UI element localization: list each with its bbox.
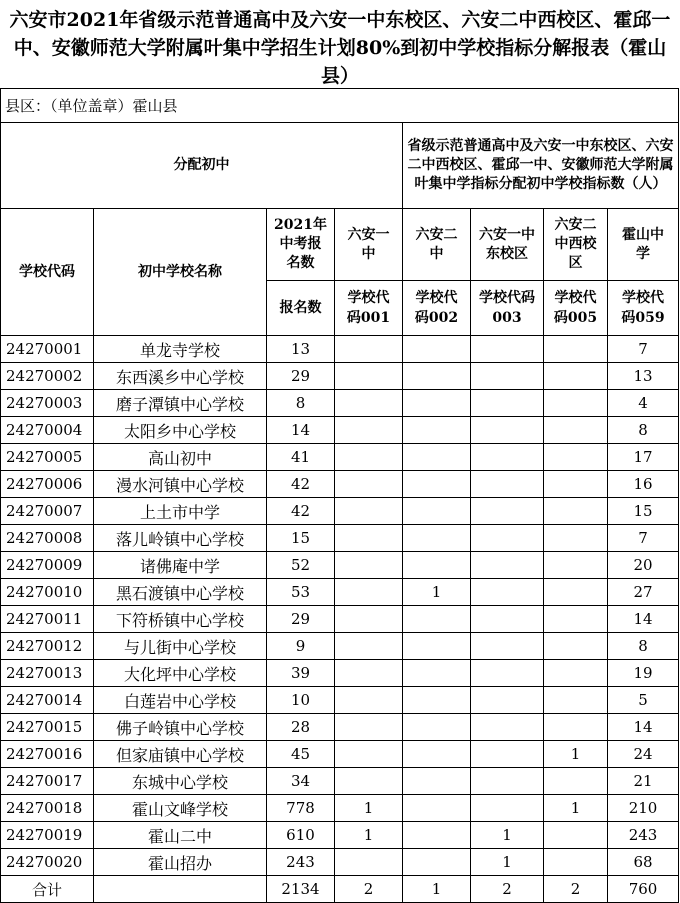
school-code-cell: 24270013 (1, 660, 94, 687)
quota-001-cell (335, 741, 403, 768)
exam-count-cell: 778 (267, 795, 335, 822)
quota-001-cell: 1 (335, 795, 403, 822)
county-line-blank (403, 89, 679, 123)
quota-005-cell (544, 363, 608, 390)
quota-005-cell (544, 390, 608, 417)
exam-count-cell: 29 (267, 606, 335, 633)
quota-001-cell (335, 417, 403, 444)
quota-003-cell (471, 336, 544, 363)
quota-005-cell: 1 (544, 795, 608, 822)
quota-002-cell (403, 336, 471, 363)
quota-059-cell: 21 (608, 768, 679, 795)
total-name-blank (94, 876, 267, 903)
quota-003-cell (471, 633, 544, 660)
quota-001-cell (335, 714, 403, 741)
quota-003-cell (471, 714, 544, 741)
quota-059-cell: 8 (608, 633, 679, 660)
county-line: 县区：（单位盖章）霍山县 (1, 89, 403, 123)
target-code-header: 学校代码003 (471, 281, 544, 336)
quota-002-cell (403, 606, 471, 633)
quota-002-cell (403, 390, 471, 417)
school-code-cell: 24270006 (1, 471, 94, 498)
school-code-cell: 24270020 (1, 849, 94, 876)
school-name-cell: 磨子潭镇中心学校 (94, 390, 267, 417)
exam-count-cell: 42 (267, 471, 335, 498)
quota-002-cell (403, 714, 471, 741)
quota-005-cell (544, 579, 608, 606)
school-name-cell: 大化坪中心学校 (94, 660, 267, 687)
quota-002-cell (403, 363, 471, 390)
table-row (1, 633, 679, 660)
quota-059-cell: 15 (608, 498, 679, 525)
school-code-cell: 24270002 (1, 363, 94, 390)
exam-count-cell: 34 (267, 768, 335, 795)
table-row (1, 498, 679, 525)
school-code-cell: 24270003 (1, 390, 94, 417)
exam-count-cell: 13 (267, 336, 335, 363)
table-row (1, 741, 679, 768)
quota-003-cell (471, 417, 544, 444)
school-name-cell: 太阳乡中心学校 (94, 417, 267, 444)
table-row (1, 390, 679, 417)
quota-002-cell (403, 552, 471, 579)
exam-count-cell: 243 (267, 849, 335, 876)
quota-002-cell (403, 741, 471, 768)
table-row (1, 660, 679, 687)
quota-002-cell (403, 498, 471, 525)
school-code-cell: 24270011 (1, 606, 94, 633)
exam-count-cell: 28 (267, 714, 335, 741)
school-code-cell: 24270018 (1, 795, 94, 822)
quota-003-cell (471, 471, 544, 498)
quota-059-cell: 14 (608, 606, 679, 633)
quota-059-cell: 14 (608, 714, 679, 741)
quota-059-cell: 4 (608, 390, 679, 417)
school-name-cell: 霍山二中 (94, 822, 267, 849)
school-name-cell: 漫水河镇中心学校 (94, 471, 267, 498)
exam-count-cell: 39 (267, 660, 335, 687)
table-row (1, 687, 679, 714)
quota-001-cell (335, 525, 403, 552)
table-row (1, 606, 679, 633)
table-row (1, 768, 679, 795)
quota-005-cell (544, 444, 608, 471)
quota-001-cell (335, 606, 403, 633)
school-name-cell: 东城中心学校 (94, 768, 267, 795)
school-name-cell: 下符桥镇中心学校 (94, 606, 267, 633)
quota-059-cell: 20 (608, 552, 679, 579)
quota-001-cell (335, 633, 403, 660)
table-row (1, 417, 679, 444)
exam-count-header: 2021年中考报名数 (267, 209, 335, 281)
quota-003-cell (471, 552, 544, 579)
distribute-header: 分配初中 (1, 123, 403, 209)
quota-002-cell (403, 417, 471, 444)
quota-005-cell (544, 606, 608, 633)
quota-059-cell: 19 (608, 660, 679, 687)
school-code-cell: 24270004 (1, 417, 94, 444)
quota-001-cell (335, 336, 403, 363)
target-name-header: 霍山中学 (608, 209, 679, 281)
school-code-cell: 24270007 (1, 498, 94, 525)
total-quota-001: 2 (335, 876, 403, 903)
exam-count-cell: 45 (267, 741, 335, 768)
target-group-header: 省级示范普通高中及六安一中东校区、六安二中西校区、霍邱一中、安徽师范大学附属叶集中学指标分配初中学校指标数（人） (403, 123, 679, 209)
quota-002-cell (403, 849, 471, 876)
quota-005-cell (544, 552, 608, 579)
exam-count-cell: 14 (267, 417, 335, 444)
school-name-cell: 黑石渡镇中心学校 (94, 579, 267, 606)
quota-059-cell: 24 (608, 741, 679, 768)
quota-005-cell (544, 336, 608, 363)
exam-count-cell: 10 (267, 687, 335, 714)
school-code-cell: 24270017 (1, 768, 94, 795)
exam-count-cell: 8 (267, 390, 335, 417)
quota-059-cell: 27 (608, 579, 679, 606)
quota-059-cell: 5 (608, 687, 679, 714)
school-name-cell: 霍山文峰学校 (94, 795, 267, 822)
school-code-cell: 24270012 (1, 633, 94, 660)
quota-005-cell (544, 660, 608, 687)
quota-003-cell (471, 363, 544, 390)
school-name-cell: 与儿街中心学校 (94, 633, 267, 660)
school-code-cell: 24270008 (1, 525, 94, 552)
quota-059-cell: 68 (608, 849, 679, 876)
quota-001-cell (335, 579, 403, 606)
school-code-cell: 24270016 (1, 741, 94, 768)
quota-003-cell (471, 606, 544, 633)
quota-001-cell (335, 498, 403, 525)
table-row (1, 552, 679, 579)
quota-005-cell (544, 525, 608, 552)
quota-001-cell (335, 768, 403, 795)
quota-059-cell: 243 (608, 822, 679, 849)
quota-005-cell (544, 633, 608, 660)
quota-005-cell (544, 822, 608, 849)
quota-003-cell (471, 687, 544, 714)
quota-002-cell (403, 660, 471, 687)
quota-001-cell (335, 390, 403, 417)
exam-count-cell: 9 (267, 633, 335, 660)
school-name-cell: 上土市中学 (94, 498, 267, 525)
quota-059-cell: 8 (608, 417, 679, 444)
school-code-header: 学校代码 (1, 209, 94, 336)
quota-003-cell (471, 660, 544, 687)
school-code-cell: 24270010 (1, 579, 94, 606)
quota-001-cell: 1 (335, 822, 403, 849)
exam-count-cell: 41 (267, 444, 335, 471)
quota-002-cell (403, 687, 471, 714)
school-code-cell: 24270009 (1, 552, 94, 579)
quota-005-cell (544, 768, 608, 795)
table-row (1, 444, 679, 471)
quota-059-cell: 17 (608, 444, 679, 471)
quota-005-cell (544, 687, 608, 714)
school-name-cell: 佛子岭镇中心学校 (94, 714, 267, 741)
quota-003-cell: 1 (471, 822, 544, 849)
quota-002-cell: 1 (403, 579, 471, 606)
school-name-cell: 诸佛庵中学 (94, 552, 267, 579)
quota-001-cell (335, 471, 403, 498)
quota-005-cell: 1 (544, 741, 608, 768)
quota-001-cell (335, 849, 403, 876)
table-row (1, 471, 679, 498)
school-code-cell: 24270015 (1, 714, 94, 741)
table-row (1, 579, 679, 606)
quota-005-cell (544, 714, 608, 741)
quota-005-cell (544, 417, 608, 444)
exam-count-cell: 610 (267, 822, 335, 849)
quota-003-cell: 1 (471, 849, 544, 876)
target-name-header: 六安二中 (403, 209, 471, 281)
total-exam-count: 2134 (267, 876, 335, 903)
table-row (1, 795, 679, 822)
exam-count-cell: 15 (267, 525, 335, 552)
school-name-cell: 落儿岭镇中心学校 (94, 525, 267, 552)
total-label: 合计 (1, 876, 94, 903)
quota-059-cell: 7 (608, 336, 679, 363)
quota-003-cell (471, 741, 544, 768)
school-name-cell: 高山初中 (94, 444, 267, 471)
quota-001-cell (335, 363, 403, 390)
quota-003-cell (471, 795, 544, 822)
target-code-header: 学校代码001 (335, 281, 403, 336)
exam-count-cell: 52 (267, 552, 335, 579)
exam-count-cell: 29 (267, 363, 335, 390)
quota-003-cell (471, 525, 544, 552)
quota-059-cell: 7 (608, 525, 679, 552)
total-row (1, 876, 679, 903)
quota-005-cell (544, 471, 608, 498)
target-code-header: 学校代码002 (403, 281, 471, 336)
school-name-cell: 东西溪乡中心学校 (94, 363, 267, 390)
school-name-header: 初中学校名称 (94, 209, 267, 336)
quota-002-cell (403, 795, 471, 822)
target-name-header: 六安一中 (335, 209, 403, 281)
exam-count-subheader: 报名数 (267, 281, 335, 336)
quota-002-cell (403, 444, 471, 471)
school-name-cell: 但家庙镇中心学校 (94, 741, 267, 768)
quota-001-cell (335, 552, 403, 579)
school-code-cell: 24270019 (1, 822, 94, 849)
target-code-header: 学校代码005 (544, 281, 608, 336)
quota-001-cell (335, 687, 403, 714)
quota-003-cell (471, 768, 544, 795)
quota-003-cell (471, 444, 544, 471)
quota-002-cell (403, 822, 471, 849)
target-name-header: 六安一中东校区 (471, 209, 544, 281)
allocation-table (0, 88, 679, 903)
quota-059-cell: 16 (608, 471, 679, 498)
school-name-cell: 单龙寺学校 (94, 336, 267, 363)
target-code-header: 学校代码059 (608, 281, 679, 336)
quota-002-cell (403, 471, 471, 498)
quota-005-cell (544, 498, 608, 525)
exam-count-cell: 42 (267, 498, 335, 525)
target-name-header: 六安二中西校区 (544, 209, 608, 281)
quota-002-cell (403, 525, 471, 552)
table-row (1, 363, 679, 390)
total-quota-003: 2 (471, 876, 544, 903)
total-quota-059: 760 (608, 876, 679, 903)
school-name-cell: 白莲岩中心学校 (94, 687, 267, 714)
school-code-cell: 24270005 (1, 444, 94, 471)
table-row (1, 822, 679, 849)
quota-002-cell (403, 633, 471, 660)
report-title: 六安市2021年省级示范普通高中及六安一中东校区、六安二中西校区、霍邱一中、安徽师范大学附属叶集中学招生计划80%到初中学校指标分解报表（霍山县） (9, 9, 671, 87)
quota-002-cell (403, 768, 471, 795)
quota-003-cell (471, 390, 544, 417)
quota-001-cell (335, 444, 403, 471)
school-name-cell: 霍山招办 (94, 849, 267, 876)
quota-003-cell (471, 579, 544, 606)
quota-005-cell (544, 849, 608, 876)
table-row (1, 849, 679, 876)
total-quota-005: 2 (544, 876, 608, 903)
school-code-cell: 24270001 (1, 336, 94, 363)
quota-003-cell (471, 498, 544, 525)
quota-059-cell: 13 (608, 363, 679, 390)
quota-001-cell (335, 660, 403, 687)
exam-count-cell: 53 (267, 579, 335, 606)
total-quota-002: 1 (403, 876, 471, 903)
school-code-cell: 24270014 (1, 687, 94, 714)
table-row (1, 714, 679, 741)
table-row (1, 525, 679, 552)
quota-059-cell: 210 (608, 795, 679, 822)
table-row (1, 336, 679, 363)
